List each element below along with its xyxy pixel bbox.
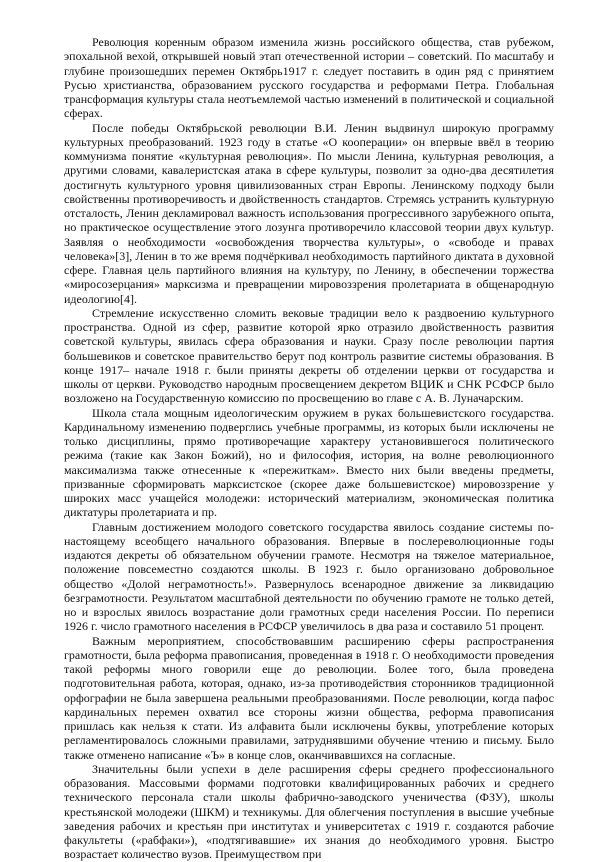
paragraph-revolution-transformation: Революция коренным образом изменила жизнь российского общества, став рубежом, эпохальной вехой, открывшей новый этап отечественной истории – советский. По масштабу и глубине произошедших перемен Октябрь1917 г. следует поставить в один ряд с принятием Русью христианства, образованием русского государства и реформами Петра. Глобальная трансформация культуры стала неотъемлемой частью изменений в политической и социальной сферах.	[64, 35, 554, 121]
document-page	[64, 35, 554, 862]
paragraph-school-ideology: Школа стала мощным идеологическим оружием в руках большевистского государства. Кардинальному изменению подверглись учебные программы, из которых были исключены не только дисциплины, прямо противоречащие характеру установившегося политического режима (такие как Закон Божий), но и философия, история, на волне революционного максимализма также отнесенные к «пережиткам». Вместо них были введены предметы, призванные сформировать марксистское (скорее даже большевистское) мировоззрение у широких масс учащейся молодежи: исторический материализм, экономическая политика диктатуры пролетариата и пр.	[64, 405, 554, 520]
paragraph-professional-education: Значительны были успехи в деле расширения сферы среднего профессионального образования. Массовыми формами подготовки квалифицированных рабочих и среднего технического персонала стали школы фабрично-заводского ученичества (ФЗУ), школы крестьянской молодежи (ШКМ) и техникумы. Для облегчения поступления в высшие учебные заведения рабочих и крестьян при институтах и университетах с 1919 г. создаются рабочие факультеты («рабфаки»), «подтягивавшие» их знания до необходимого уровня. Быстро возрастает количество вузов. Преимуществом при	[64, 761, 554, 862]
paragraph-spelling-reform: Важным мероприятием, способствовавшим расширению сферы распространения грамотности, была реформа правописания, проведенная в 1918 г. О необходимости проведения такой реформы много говорили еще до революции. Более того, была проведена подготовительная работа, которая, однако, из-за противодействия сторонников традиционной орфографии не была завершена реальными преобразованиями. После революции, когда пафос кардинальных перемен охватил все стороны жизни общества, реформа правописания пришлась как нельзя к стати. Из алфавита были исключены буквы, употребление которых регламентировалось сложными правилами, затруднявшими обучение чтению и письму. Было также отменено написание «Ъ» в конце слов, оканчивавшихся на согласные.	[64, 633, 554, 762]
paragraph-literacy-campaign: Главным достижением молодого советского государства явилось создание системы по-настоящему всеобщего начального образования. Впервые в послереволюционные годы издаются декреты об обязательном обучении грамоте. Несмотря на тяжелое материальное, положение повсеместно создаются школы. В 1923 г. было организовано добровольное общество «Долой неграмотность!». Развернулось всенародное движение за ликвидацию безграмотности. Результатом масштабной деятельности по обучению грамоте не только детей, но и взрослых явилось возрастание доли грамотных среди населения России. По переписи 1926 г. число грамотного населения в РСФСР увеличилось в два раза и составило 51 процент.	[64, 519, 554, 634]
paragraph-lenin-cultural-revolution: После победы Октябрьской революции В.И. Ленин выдвинул широкую программу культурных преобразований. 1923 году в статье «О кооперации» он впервые ввёл в теорию коммунизма понятие «культурная революция». По мысли Ленина, культурная революция, а другими словами, кавалеристская атака в сфере культуры, позволит за одно-два десятилетия достигнуть культурного уровня цивилизованных стран Европы. Ленинскому подходу были свойственны противоречивость и двойственность стандартов. Стремясь устранить культурную отсталость, Ленин декламировал важность использования прогрессивного зарубежного опыта, но практическое осуществление этого лозунга противоречило классовой теории двух культур. Заявляя о необходимости «освобождения творчества культуры», о «свободе и правах человека»[3], Ленин в то же время подчёркивал необходимость партийного диктата в духовной сфере. Главная цель партийного влияния на культуру, по Ленину, в обеспечении торжества «миросозерцания» марксизма и превращении мировоззрения пролетариата в общенародную идеологию[4].	[64, 120, 554, 306]
paragraph-education-and-science: Стремление искусственно сломить вековые традиции вело к раздвоению культурного пространства. Одной из сфер, развитие которой ярко отразило двойственность развития советской культуры, явилась сфера образования и науки. Сразу после революции партия большевиков и советское правительство берут под контроль развитие системы образования. В конце 1917– начале 1918 г. были приняты декреты об отделении церкви от государства и школы от церкви. Руководство народным просвещением декретом ВЦИК и СНК РСФСР было возложено на Государственную комисcию по просвещению во главе с А. В. Луначарским.	[64, 305, 554, 406]
